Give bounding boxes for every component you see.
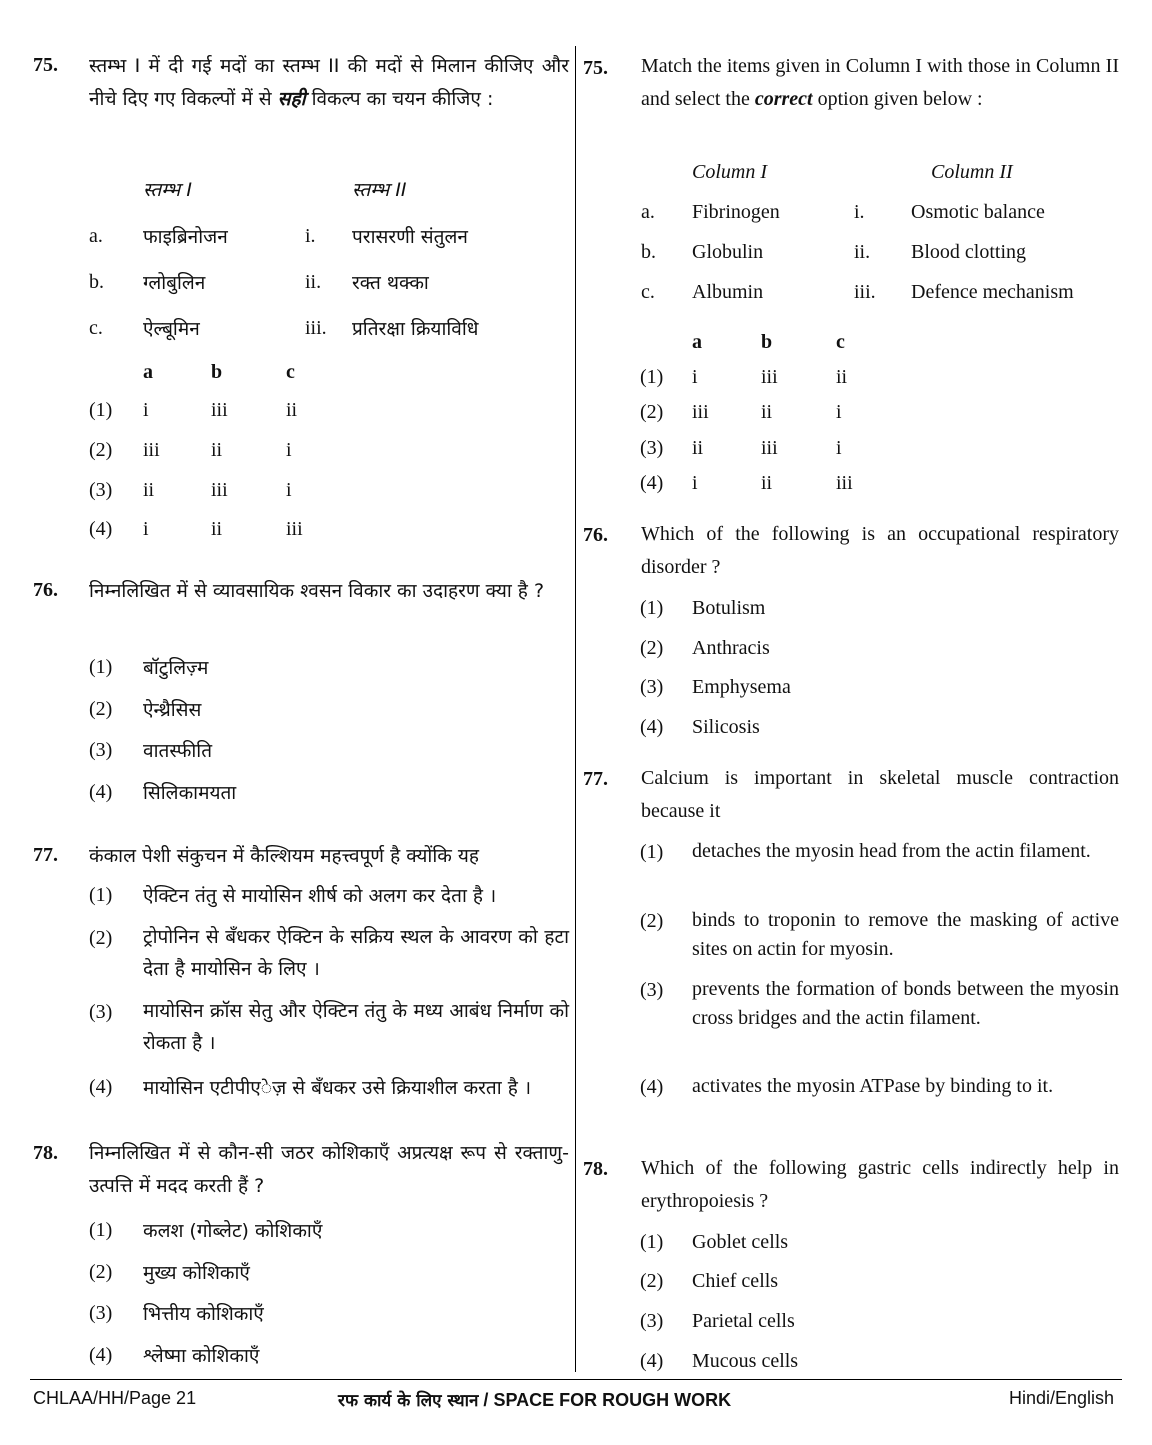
page-code: CHLAA/HH/Page 21	[33, 1388, 197, 1408]
option-value: ii	[836, 366, 848, 388]
row-roman: iii.	[305, 317, 327, 339]
question-text	[641, 50, 1119, 116]
language-label: Hindi/English	[1009, 1388, 1115, 1408]
option-number[interactable]: (4)	[89, 518, 113, 540]
option-value: i	[286, 439, 292, 461]
option-number[interactable]: (3)	[640, 979, 664, 1001]
option-text: Parietal cells	[692, 1310, 795, 1332]
option-value: ii	[286, 399, 298, 421]
option-value: ii	[761, 472, 773, 494]
column-heading: स्तम्भ I	[143, 179, 192, 201]
option-value: i	[143, 399, 149, 421]
question-number: 76.	[33, 579, 58, 601]
option-text: मायोसिन क्रॉस सेतु और ऐक्टिन तंतु के मध्य आबंध निर्माण को रोकता है ।	[143, 1000, 569, 1054]
option-number[interactable]: (3)	[640, 676, 664, 698]
option-text: मायोसिन एटीपीएेज़ से बँधकर उसे क्रियाशील करता है ।	[143, 1077, 532, 1099]
row-item: ग्लोबुलिन	[143, 272, 206, 294]
option-number[interactable]: (4)	[640, 716, 664, 738]
row-roman: ii.	[305, 271, 322, 293]
row-key: c.	[89, 317, 103, 339]
option-text: binds to troponin to remove the masking of active sites on actin for myosin.	[692, 909, 1119, 960]
option-value: i	[143, 518, 149, 540]
option-number[interactable]: (1)	[640, 841, 664, 863]
row-item: फाइब्रिनोजन	[143, 226, 228, 248]
row-item: Fibrinogen	[692, 201, 780, 223]
option-text: श्लेष्मा कोशिकाएँ	[143, 1345, 260, 1367]
option-number[interactable]: (4)	[89, 1076, 113, 1098]
option-text: भित्तीय कोशिकाएँ	[143, 1303, 264, 1325]
row-key: a.	[89, 225, 103, 247]
option-head: a	[692, 331, 702, 353]
q75-hi-emphasis: सही	[277, 88, 306, 110]
q75-en-text-b: option given below :	[817, 88, 983, 110]
option-number[interactable]: (1)	[89, 884, 113, 906]
option-text: prevents the formation of bonds between the myosin cross bridges and the actin filament.	[692, 978, 1119, 1029]
row-key: b.	[89, 271, 104, 293]
option-text: ऐन्थ्रैसिस	[143, 699, 202, 721]
question-text: निम्नलिखित में से कौन-सी जठर कोशिकाएँ अप्रत्यक्ष रूप से रक्ताणु-उत्पत्ति में मदद करती हैं ?	[89, 1142, 569, 1197]
row-match: Defence mechanism	[911, 281, 1074, 303]
option-number[interactable]: (4)	[640, 1076, 664, 1098]
question-text: निम्नलिखित में से व्यावसायिक श्वसन विकार का उदाहरण क्या है ?	[89, 580, 545, 602]
option-text: Emphysema	[692, 676, 791, 698]
option-number[interactable]: (2)	[640, 637, 664, 659]
rough-work-label	[338, 1388, 731, 1411]
question-number: 78.	[33, 1142, 58, 1164]
option-head: a	[143, 361, 153, 383]
question-number: 76.	[583, 524, 608, 546]
option-number[interactable]: (3)	[89, 739, 113, 761]
q75-hi-line2b: विकल्प का चयन	[311, 88, 426, 110]
option-text: activates the myosin ATPase by binding to it.	[692, 1075, 1054, 1097]
q75-hi-line1: स्तम्भ I में दी गई मदों का स्तम्भ II की मदों से मिलान कीजिए	[89, 55, 534, 77]
row-key: b.	[641, 241, 656, 263]
option-value: iii	[692, 401, 709, 423]
footer-divider	[30, 1379, 1122, 1380]
option-value: iii	[836, 472, 853, 494]
row-item: Albumin	[692, 281, 764, 303]
question-number: 75.	[33, 54, 58, 76]
option-number[interactable]: (4)	[89, 781, 113, 803]
option-number[interactable]: (2)	[89, 927, 113, 949]
column-heading: Column I	[692, 161, 767, 183]
option-text: वातस्फीति	[143, 740, 213, 762]
question-text	[89, 50, 569, 116]
row-roman: iii.	[854, 281, 876, 303]
option-number[interactable]: (1)	[89, 399, 113, 421]
option-text: कलश (गोब्लेट) कोशिकाएँ	[143, 1220, 323, 1242]
column-divider	[575, 46, 576, 1372]
option-value: iii	[211, 479, 228, 501]
option-number[interactable]: (3)	[89, 1302, 113, 1324]
question-number: 77.	[583, 768, 608, 790]
option-head: b	[761, 331, 773, 353]
row-key: a.	[641, 201, 655, 223]
option-value: iii	[761, 437, 778, 459]
option-number[interactable]: (3)	[640, 1310, 664, 1332]
question-number: 77.	[33, 844, 58, 866]
option-number[interactable]: (2)	[640, 1270, 664, 1292]
option-text: Goblet cells	[692, 1231, 789, 1253]
question-text: Which of the following gastric cells indirectly help in erythropoiesis ?	[641, 1157, 1119, 1212]
option-value: i	[286, 479, 292, 501]
option-value: iii	[211, 399, 228, 421]
row-item: Globulin	[692, 241, 764, 263]
option-value: i	[692, 366, 698, 388]
option-value: ii	[761, 401, 773, 423]
q75-hi-line3: कीजिए :	[431, 88, 494, 110]
option-text: मुख्य कोशिकाएँ	[143, 1262, 250, 1284]
row-match: रक्त थक्का	[352, 272, 429, 294]
row-match: प्रतिरक्षा क्रियाविधि	[352, 318, 479, 340]
question-number: 75.	[583, 57, 608, 79]
option-text: सिलिकामयता	[143, 782, 237, 804]
row-match: परासरणी संतुलन	[352, 226, 468, 248]
option-value: iii	[286, 518, 303, 540]
question-text: कंकाल पेशी संकुचन में कैल्शियम महत्त्वपूर्ण है क्योंकि यह	[89, 845, 479, 867]
option-text: ट्रोपोनिन से बँधकर ऐक्टिन के सक्रिय स्थल के आवरण को हटा देता है मायोसिन के लिए ।	[143, 926, 569, 980]
option-text: ऐक्टिन तंतु से मायोसिन शीर्ष को अलग कर देता है ।	[143, 885, 497, 907]
option-value: iii	[761, 366, 778, 388]
question-text: Calcium is important in skeletal muscle contraction because it	[641, 767, 1119, 822]
option-number[interactable]: (4)	[640, 1350, 664, 1372]
row-key: c.	[641, 281, 655, 303]
option-value: ii	[211, 518, 223, 540]
option-number[interactable]: (2)	[89, 698, 113, 720]
column-heading: स्तम्भ II	[352, 179, 407, 201]
option-text: Mucous cells	[692, 1350, 799, 1372]
option-number[interactable]: (2)	[89, 439, 113, 461]
option-text: Silicosis	[692, 716, 760, 738]
option-number[interactable]: (3)	[89, 1001, 113, 1023]
option-text: बॉटुलिज़्म	[143, 657, 209, 679]
option-number[interactable]: (2)	[89, 1261, 113, 1283]
option-value: iii	[143, 439, 160, 461]
option-value: ii	[692, 437, 704, 459]
rough-work-sep: /	[478, 1390, 494, 1410]
option-head: c	[286, 361, 295, 383]
question-number: 78.	[583, 1158, 608, 1180]
q75-en-emphasis: correct	[754, 88, 813, 110]
rough-work-english: SPACE FOR ROUGH WORK	[493, 1390, 732, 1410]
row-roman: i.	[305, 225, 316, 247]
option-number[interactable]: (1)	[640, 597, 664, 619]
option-value: i	[836, 401, 842, 423]
option-number[interactable]: (2)	[640, 910, 664, 932]
option-text: detaches the myosin head from the actin filament.	[692, 840, 1091, 862]
option-value: ii	[143, 479, 155, 501]
q75-en-text-a: Match the items given in Column I with those in Column II and select the	[641, 55, 1119, 110]
option-number[interactable]: (1)	[640, 1231, 664, 1253]
option-number[interactable]: (1)	[89, 1219, 113, 1241]
option-number[interactable]: (1)	[640, 366, 664, 388]
row-item: ऐल्बूमिन	[143, 318, 200, 340]
option-text: Anthracis	[692, 637, 770, 659]
rough-work-hindi: रफ कार्य के लिए स्थान	[338, 1391, 479, 1411]
option-text: Botulism	[692, 597, 766, 619]
row-roman: ii.	[854, 241, 871, 263]
option-head: c	[836, 331, 845, 353]
option-number[interactable]: (3)	[89, 479, 113, 501]
row-match: Osmotic balance	[911, 201, 1045, 223]
option-text: Chief cells	[692, 1270, 779, 1292]
option-number[interactable]: (4)	[640, 472, 664, 494]
option-value: ii	[211, 439, 223, 461]
option-head: b	[211, 361, 223, 383]
option-number[interactable]: (2)	[640, 401, 664, 423]
option-value: i	[692, 472, 698, 494]
option-number[interactable]: (4)	[89, 1344, 113, 1366]
row-roman: i.	[854, 201, 865, 223]
option-number[interactable]: (1)	[89, 656, 113, 678]
question-text: Which of the following is an occupational respiratory disorder ?	[641, 523, 1119, 578]
column-heading: Column II	[931, 161, 1013, 183]
row-match: Blood clotting	[911, 241, 1026, 263]
option-number[interactable]: (3)	[640, 437, 664, 459]
option-value: i	[836, 437, 842, 459]
q75-hi-line2a: और नीचे दिए गए विकल्पों में से	[89, 55, 569, 110]
